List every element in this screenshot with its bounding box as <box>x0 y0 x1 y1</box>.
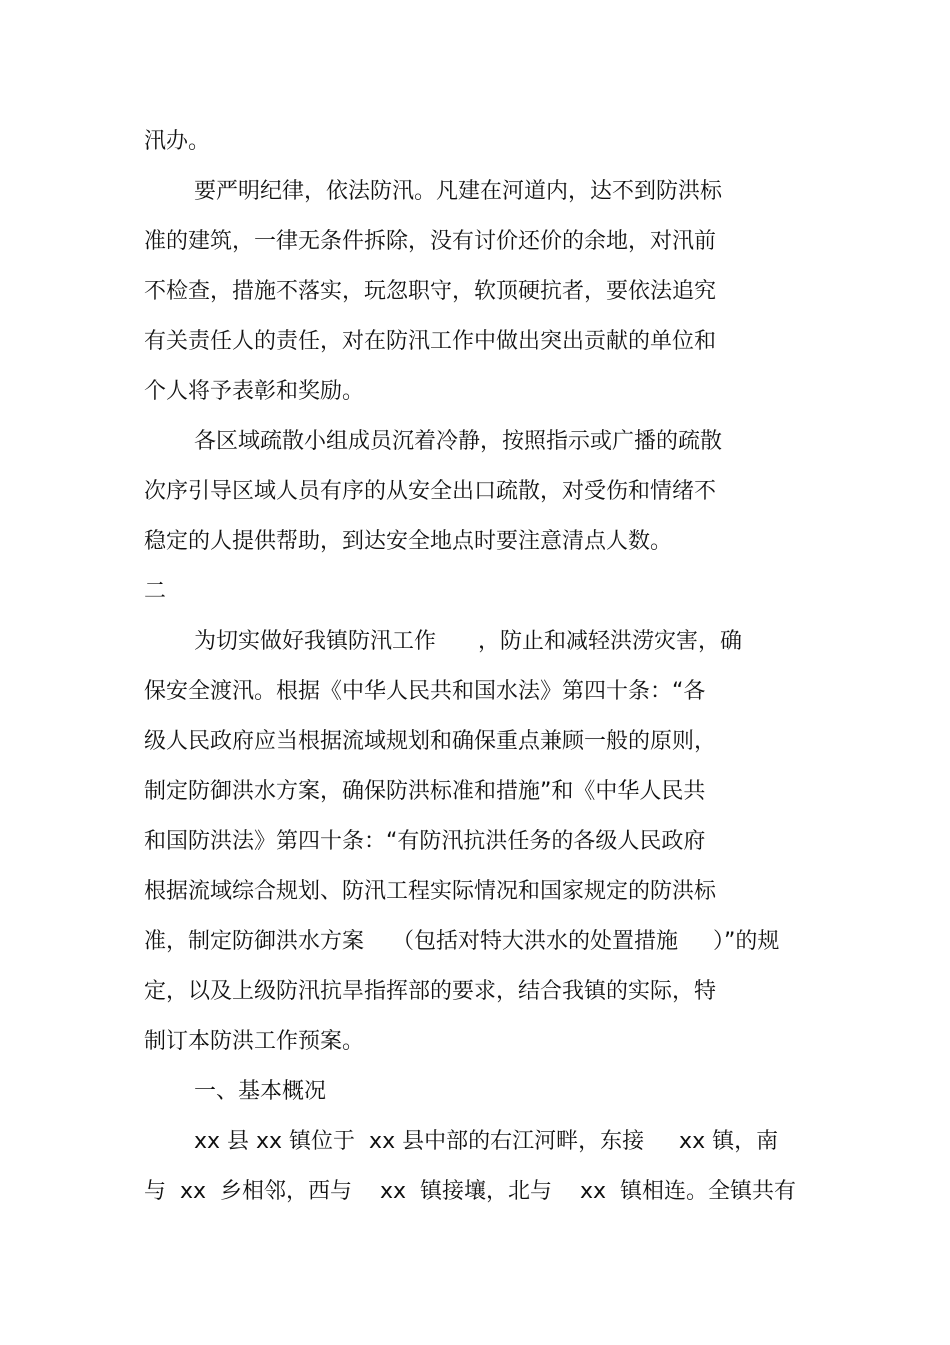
text-line-1: 汛办。 <box>144 129 211 154</box>
subsection-heading-basic-overview: 一、基本概况 <box>194 1079 327 1104</box>
text-line-19: 制订本防洪工作预案。 <box>144 1029 365 1054</box>
text-line-14: 制定防御洪水方案，确保防洪标准和措施”和《中华人民共 <box>144 779 706 804</box>
text-line-12: 保安全渡汛。根据《中华人民共和国水法》第四十条：“各 <box>144 679 706 704</box>
text-line-16: 根据流域综合规划、防汛工程实际情况和国家规定的防洪标 <box>144 879 717 904</box>
text-line-21: xx 县 xx 镇位于 xx 县中部的右江河畔，东接 xx 镇，南 <box>194 1129 779 1154</box>
text-line-9: 稳定的人提供帮助，到达安全地点时要注意清点人数。 <box>144 529 673 554</box>
text-line-4: 不检查，措施不落实，玩忽职守，软顶硬抗者，要依法追究 <box>144 279 717 304</box>
text-line-7: 各区域疏散小组成员沉着冷静，按照指示或广播的疏散 <box>194 429 723 454</box>
text-line-22: 与 xx 乡相邻，西与 xx 镇接壤，北与 xx 镇相连。全镇共有 <box>144 1179 797 1204</box>
text-line-17: 准，制定防御洪水方案 （包括对特大洪水的处置措施 ）”的规 <box>144 929 780 954</box>
text-line-11: 为切实做好我镇防汛工作 ，防止和减轻洪涝灾害，确 <box>194 629 742 654</box>
text-line-15: 和国防洪法》第四十条：“有防汛抗洪任务的各级人民政府 <box>144 829 706 854</box>
text-line-13: 级人民政府应当根据流域规划和确保重点兼顾一般的原则， <box>144 729 717 754</box>
text-line-6: 个人将予表彰和奖励。 <box>144 379 365 404</box>
text-line-8: 次序引导区域人员有序的从安全出口疏散，对受伤和情绪不 <box>144 479 717 504</box>
text-line-2: 要严明纪律，依法防汛。凡建在河道内，达不到防洪标 <box>194 179 723 204</box>
text-line-3: 准的建筑，一律无条件拆除，没有讨价还价的余地，对汛前 <box>144 229 717 254</box>
section-heading-two: 二 <box>144 579 167 604</box>
text-line-5: 有关责任人的责任，对在防汛工作中做出突出贡献的单位和 <box>144 329 717 354</box>
text-line-18: 定，以及上级防汛抗旱指挥部的要求，结合我镇的实际，特 <box>144 979 717 1004</box>
